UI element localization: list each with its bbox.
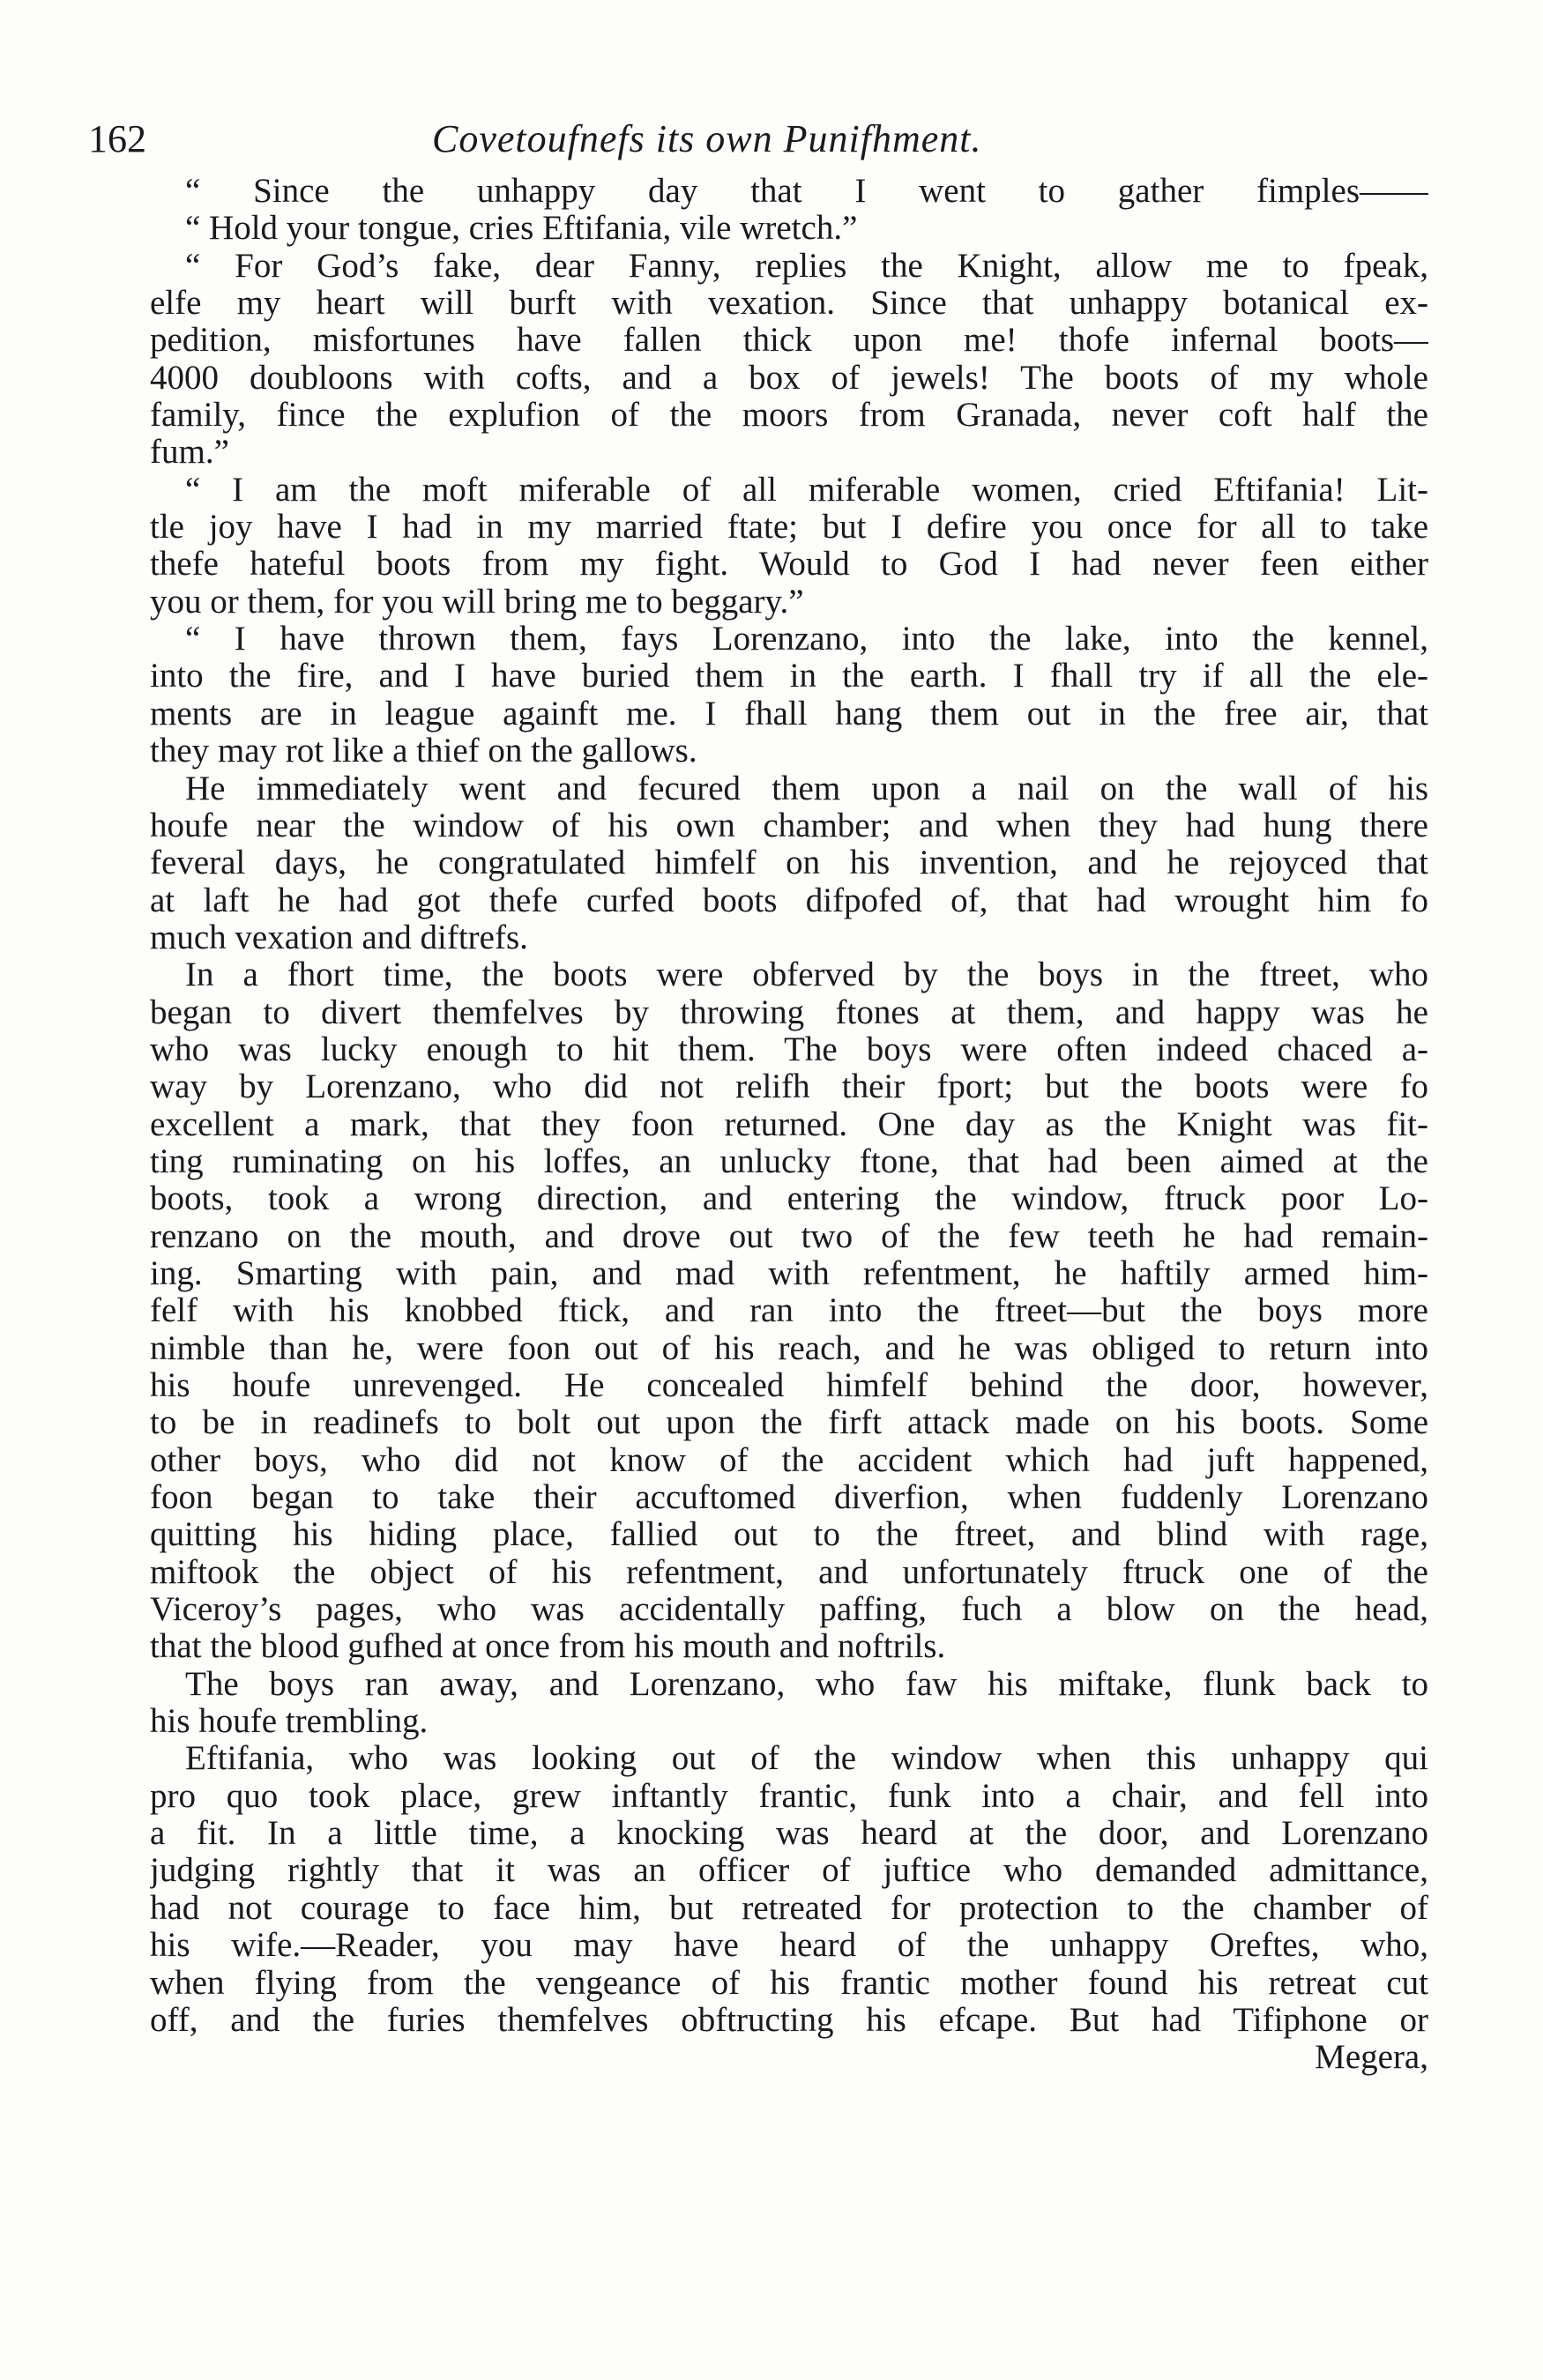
text-line: The boys ran away, and Lorenzano, who faw his miftake, flunk back to bbox=[185, 1665, 1428, 1703]
text-line: Viceroy’s pages, who was accidentally paffing, fuch a blow on the head, bbox=[150, 1591, 1428, 1629]
text-line: ting ruminating on his loffes, an unlucky ftone, that had been aimed at the bbox=[150, 1142, 1428, 1180]
text-line: to be in readinefs to bolt out upon the firft attack made on his boots. Some bbox=[150, 1404, 1428, 1442]
page-header bbox=[88, 113, 1446, 166]
text-line: boots, took a wrong direction, and entering the window, ftruck poor Lo- bbox=[150, 1180, 1428, 1218]
text-line: renzano on the mouth, and drove out two of the few teeth he had remain- bbox=[150, 1217, 1428, 1255]
text-line: his wife.—Reader, you may have heard of the unhappy Oreftes, who, bbox=[150, 1927, 1428, 1965]
text-line: began to divert themfelves by throwing ftones at them, and happy was he bbox=[150, 993, 1428, 1031]
body-text bbox=[150, 173, 1428, 2324]
text-line: quitting his hiding place, fallied out to the ftreet, and blind with rage, bbox=[150, 1516, 1428, 1554]
text-line: ing. Smarting with pain, and mad with refentment, he haftily armed him- bbox=[150, 1254, 1428, 1292]
text-line: much vexation and diftrefs. bbox=[150, 919, 528, 956]
text-line: “ For God’s fake, dear Fanny, replies the Knight, allow me to fpeak, bbox=[185, 247, 1428, 285]
text-line: 4000 doubloons with cofts, and a box of jewels! The boots of my whole bbox=[150, 359, 1428, 397]
text-line: fum.” bbox=[150, 434, 229, 472]
text-line: elfe my heart will burft with vexation. Since that unhappy botanical ex- bbox=[150, 285, 1428, 323]
text-line: you or them, for you will bring me to beggary.” bbox=[150, 583, 804, 621]
text-line: “ Hold your tongue, cries Eftifania, vile wretch.” bbox=[185, 210, 858, 248]
text-line: that the blood gufhed at once from his mouth and noftrils. bbox=[150, 1628, 946, 1666]
text-line: at laft he had got thefe curfed boots difpofed of, that had wrought him fo bbox=[150, 881, 1428, 919]
text-line: other boys, who did not know of the accident which had juft happened, bbox=[150, 1441, 1428, 1479]
text-line: nimble than he, were foon out of his reach, and he was obliged to return into bbox=[150, 1329, 1428, 1367]
text-line: miftook the object of his refentment, and unfortunately ftruck one of the bbox=[150, 1553, 1428, 1591]
text-line: thefe hateful boots from my fight. Would to God I had never feen either bbox=[150, 546, 1428, 584]
text-line: Eftifania, who was looking out of the window when this unhappy qui bbox=[185, 1740, 1428, 1778]
text-line: “ Since the unhappy day that I went to gather fimples—— bbox=[185, 173, 1428, 210]
text-line: into the fire, and I have buried them in the earth. I fhall try if all the ele- bbox=[150, 658, 1428, 695]
text-line: feveral days, he congratulated himfelf on his invention, and he rejoyced that bbox=[150, 844, 1428, 882]
running-title: Covetoufnefs its own Punifhment. bbox=[432, 117, 982, 160]
text-line: who was lucky enough to hit them. The boys were often indeed chaced a- bbox=[150, 1030, 1428, 1068]
text-line: foon began to take their accuftomed diverfion, when fuddenly Lorenzano bbox=[150, 1479, 1428, 1517]
text-line: had not courage to face him, but retreated for protection to the chamber of bbox=[150, 1889, 1428, 1927]
text-line: “ I am the moft miferable of all miferable women, cried Eftifania! Lit- bbox=[185, 471, 1428, 509]
text-line: “ I have thrown them, fays Lorenzano, into the lake, into the kennel, bbox=[185, 621, 1428, 658]
text-line: his houfe unrevenged. He concealed himfelf behind the door, however, bbox=[150, 1367, 1428, 1404]
text-line: off, and the furies themfelves obftructing his efcape. But had Tifiphone or bbox=[150, 2001, 1428, 2039]
text-line: a fit. In a little time, a knocking was heard at the door, and Lorenzano bbox=[150, 1815, 1428, 1853]
text-line: ments are in league againft me. I fhall hang them out in the free air, that bbox=[150, 695, 1428, 733]
text-line: houfe near the window of his own chamber; and when they had hung there bbox=[150, 807, 1428, 844]
text-line: tle joy have I had in my married ftate; but I defire you once for all to take bbox=[150, 509, 1428, 547]
text-line: felf with his knobbed ftick, and ran into the ftreet—but the boys more bbox=[150, 1292, 1428, 1330]
text-line: pro quo took place, grew inftantly frantic, funk into a chair, and fell into bbox=[150, 1777, 1428, 1815]
text-line: his houfe trembling. bbox=[150, 1703, 429, 1741]
text-line: In a fhort time, the boots were obferved by the boys in the ftreet, who bbox=[185, 956, 1428, 994]
text-line: they may rot like a thief on the gallows. bbox=[150, 733, 697, 770]
text-line: pedition, misfortunes have fallen thick upon me! thofe infernal boots— bbox=[150, 322, 1428, 360]
text-line: He immediately went and fecured them upon a nail on the wall of his bbox=[185, 770, 1428, 807]
text-line: when flying from the vengeance of his frantic mother found his retreat cut bbox=[150, 1964, 1428, 2002]
page-number: 162 bbox=[88, 117, 146, 160]
text-line: judging rightly that it was an officer of juftice who demanded admittance, bbox=[150, 1852, 1428, 1890]
catchword: Megera, bbox=[1315, 2039, 1428, 2077]
text-line: way by Lorenzano, who did not relifh their fport; but the boots were fo bbox=[150, 1068, 1428, 1106]
text-line: excellent a mark, that they foon returned. One day as the Knight was fit- bbox=[150, 1105, 1428, 1143]
text-line: family, fince the explufion of the moors from Granada, never coft half the bbox=[150, 397, 1428, 435]
